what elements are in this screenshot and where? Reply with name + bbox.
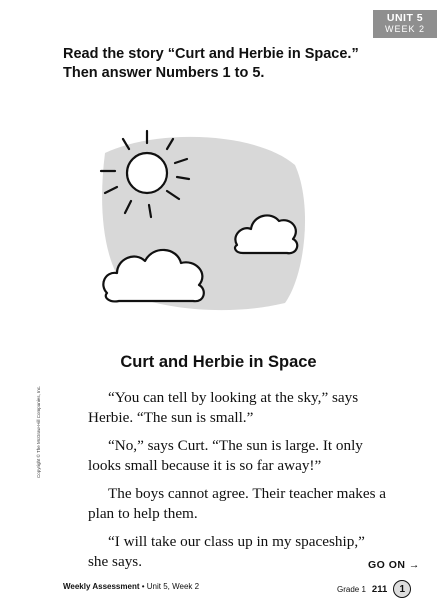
- directions: [63, 45, 403, 83]
- story-paragraph: “I will take our class up in my spaceship,” she says.: [88, 533, 365, 570]
- unit-label: UNIT 5: [386, 12, 424, 24]
- footer-grade: Grade 1: [337, 584, 366, 594]
- directions-line-2: Then answer Numbers 1 to 5.: [63, 65, 265, 81]
- page-circle-number: 1: [393, 580, 411, 598]
- directions-line-1: Read the story “Curt and Herbie in Space.”: [63, 46, 359, 62]
- footer-unit-week: • Unit 5, Week 2: [139, 582, 200, 591]
- go-on-label: GO ON →: [368, 559, 420, 571]
- copyright-notice: Copyright © The McGraw-Hill Companies, Inc.: [36, 385, 41, 478]
- footer-assessment-title: Weekly Assessment: [63, 582, 140, 591]
- story-paragraph: The boys cannot agree. Their teacher makes a plan to help them.: [88, 485, 387, 522]
- week-label: WEEK 2: [384, 24, 425, 34]
- footer-assessment: [63, 582, 199, 591]
- story-paragraph: “No,” says Curt. “The sun is large. It only looks small because it is so far away!”: [88, 437, 363, 474]
- sky-illustration-svg: [95, 125, 310, 315]
- unit-week-tab: [373, 10, 437, 38]
- footer-page-info: [337, 580, 411, 598]
- story-title: Curt and Herbie in Space: [120, 353, 317, 371]
- page-number: 211: [371, 583, 388, 595]
- story-paragraph: “You can tell by looking at the sky,” says Herbie. “The sun is small.”: [88, 389, 359, 426]
- story-body: [88, 388, 388, 580]
- sky-illustration: [95, 125, 310, 315]
